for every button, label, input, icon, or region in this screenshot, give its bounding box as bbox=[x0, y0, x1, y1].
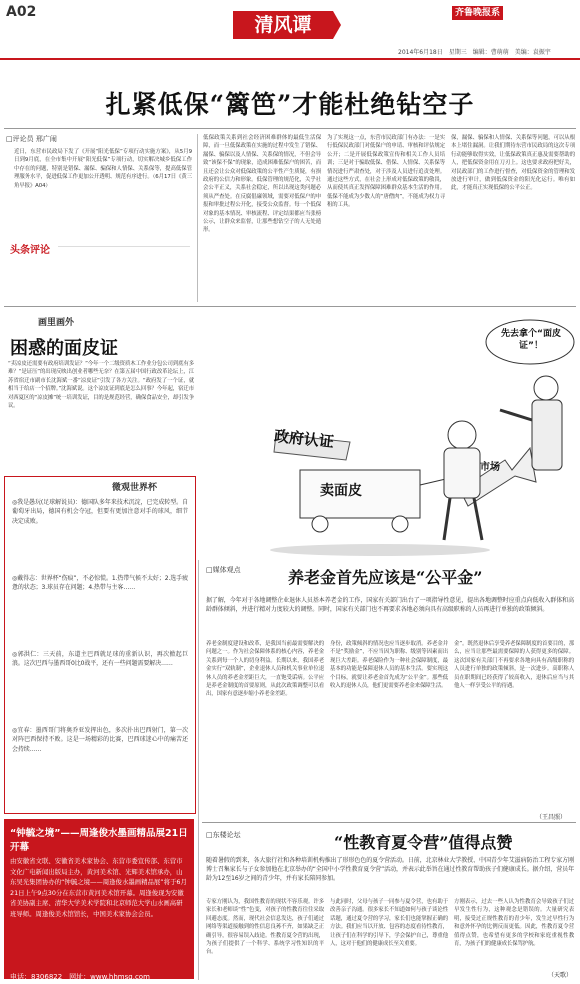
forum-byline: □东楼论坛 bbox=[206, 831, 241, 839]
forum-col3: 方刚表示，过去一些人认为性教育会导致孩子们过早发生性行为，这种观念是错误的。大量研究表明，接受过正规性教育的青少年，发生过早性行为和意外怀孕的比例反而更低。因此，性教育夏令营值得点赞，也希望有更多的学校和家庭重视性教育，为孩子们的健康成长保驾护航。 bbox=[454, 899, 574, 948]
header-rule bbox=[0, 58, 580, 60]
sidebar-title: 微观世界杯 bbox=[112, 483, 158, 493]
op-ed-byline: □媒体观点 bbox=[206, 566, 241, 574]
op-ed-lead: 据了解，今年对于各地调整企业退休人员基本养老金的工作，国家有关部门出台了一项指导性意见，提出各地调整时应重点向低收入群体和高龄群体倾斜，并进行精对力度较大的调整。同时，国家有关部门也不再要求各地必须向具有高级职称的人员再进行单独的政策倾斜。 bbox=[206, 597, 574, 613]
headline-comment-label-wrap bbox=[10, 238, 190, 254]
ad-footer: 电话：8306822 网址：www.hhmsg.com bbox=[10, 973, 150, 981]
divider bbox=[202, 822, 576, 823]
cartoon-title: 困惑的面皮证 bbox=[10, 338, 118, 359]
exhibition-ad bbox=[4, 819, 194, 979]
sidebar-item: ◎戴得志：世界杯“伤痕”，不必惊慌。1.热带气候不太好；2.选手疲惫的状态；3.球员存在问题；4.热带与主客…… bbox=[12, 575, 188, 592]
cartoon-speech: 先去拿个“面皮证”！ bbox=[501, 329, 561, 351]
divider bbox=[4, 128, 576, 129]
column-rule bbox=[197, 134, 198, 302]
lead-headline: 扎紧低保“篱笆”才能杜绝钻空子 bbox=[105, 90, 475, 119]
forum-title: “性教育夏令营”值得点赞 bbox=[334, 833, 513, 852]
forum-col1: 专家方刚认为，我国性教育的现状不容乐观。许多家长和老师谈“性”色变，对孩子的性教育往往采取回避态度。然而，现代社会信息发达，孩子们通过网络等渠道接触到的性信息良莠不齐，如果缺乏正确引导，很容易误入歧途。性教育夏令营的出现，为孩子们提供了一个科学、系统学习性知识的平台。 bbox=[206, 899, 324, 956]
op-ed-col1: 养老金制度建设和改革，是我国当前最需要解决的问题之一。作为社会保障体系的核心内容，养老金关系到每一个人的切身利益。长期以来，我国养老金实行“双轨制”，企业退休人员和机关事业单位退休人员的养老金差距巨大，一直饱受诟病。公平应是养老金制度的首要原则，从此次政策调整可以看出，国家有意逐步缩小养老金差距。 bbox=[206, 641, 324, 698]
lead-body-col4: 保，漏保、骗保和人情保、关系保等问题，可以从根本上堵住漏洞。让我们期待东营市民政局的这次专项行动能够取得实效，让低保政策真正惠及需要帮助的人，把低保资金用在刀刃上。这也要求政府把好关，对民政部门的工作进行督查，对低保资金的管理和发放进行审计，做到低保资金的阳光化运行。唯有如此，才能真正实现低保的公平公正。 bbox=[451, 135, 575, 192]
ad-body: 由安徽省文联、安徽省美术家协会、东营市委宣传部、东营市文化广电新闻出版局主办，黄河美术馆、光辉美术馆承办，山东吴光集团协办的“钟毓之境——周逢俊水墨画精品展”将于6月21日上午9点30分在东营市黄河美术馆开幕。周逢俊现为安徽省美协副主席、清华大学美术学院和北京师范大学山水画高研班导师。周逢俊美术馆馆长，中国美术家协会会员。 bbox=[10, 857, 187, 918]
column-rule bbox=[198, 560, 199, 980]
lead-body-col2: 低保政策关系到社会经济困难群体的最低生活保障，而一旦低保政策在实施的过程中发生了错保、漏保、骗保以及人情保、关系保的情况，不但会导致“该保不保”的现象，造成困难低保户的困苦，而且还会让公众对低保政策的公平性产生质疑，有损政府的公信力和形象。低保管理的规范化，关乎社会公平正义，关系社会稳定，所以出现这类问题必须从严查处。在反腐倡廉领域，需要对低保户的申报和审批过程公开化，接受公众监督。每一个低保对象的基本情况、审核流程、评定结果都应当张榜公示，让群众来监督，让那些想钻空子的人无处遁形。 bbox=[203, 135, 321, 234]
sidebar-item: ◎郭洪仁：三天前，东道主巴西就足球的重新认识，再次掀起巨浪。这次巴西与墨西哥0比0战平，还有一些问题需要解决…… bbox=[12, 651, 188, 668]
op-ed-col3: 金”。既然退休后享受养老保障制度的首要目的，那么，应当让那些最需要保障的人获得更多的保障。这次国家有关部门不再要求各地向具有高级职称的人员进行单独的政策倾斜，是一次进步。高职称人员在职期间已经获得了较高收入，退休后应当与其他人一样享受公平的待遇。 bbox=[454, 641, 574, 690]
sidebar-item: ◎我是愚玩(足球解说员)：德国队多年来技术沉淀，已完成转型。自葡萄牙出局，德国有机会夺冠，但要有更加注意对手的球风，细节决定成败。 bbox=[12, 499, 188, 525]
section-tag: 清风谭 bbox=[233, 11, 333, 39]
cartoon-section-label: 画里画外 bbox=[38, 318, 75, 328]
op-ed-col2: 身份，政策倾斜的情况也应当逐步取消。养老金并不是“奖励金”，不应当因为职称、级别等因素而出现巨大差距。养老保险作为一种社会保障制度，最基本的功能是保障退休人员的基本生活。要实现这个目标，就要让养老金首先成为“公平金”。那些低收入的退休人员，他们更需要养老金来保障生活。 bbox=[330, 641, 448, 690]
sidebar-item: ◎宜春：墨西哥门将奥乔亚发挥出色，多次扑出巴西射门，第一次对阵巴西保持不败。这是一场精彩的比赛，巴西球迷心中的痛苦还会持续…… bbox=[12, 727, 188, 753]
lead-body-col3: 为了实现这一点，东营市民政部门有办法：一是实行低保民政部门对低保户的申请、审核和评估规定公开；二是开展低保政策宣传和相关工作人员培训；三是对于骗取低保、借保、人情保、关系保等情况进行严肃查处，对于涉及人员进行追责处理。通过这些方式，在社会上形成对低保政策的敬畏，从而使其真正发挥保障困难群众基本生活的作用。低保不能成为少数人的“唐僧肉”，不能成为权力寻租的工具。 bbox=[327, 135, 445, 209]
lead-summary: 近日，东营市民政局下发了《开展“阳光低保”专项行动实施方案》，从5月9日到9月底，在全市集中开展“阳光低保”专项行动，切实解决城乡低保工作中存在的问题，特别是错保、漏保、骗保和人情保、关系保等，提高低保管理服务水平，促进低保工作更加公开透明、规范有序进行。（6月17日《黄三角早报》A04） bbox=[14, 149, 192, 189]
forum-lead: 随着暑假的到来，各大旅行社和各种培训机构推出了形形色色的夏令营活动。日前，北京林业大学教授、中国青少年艾滋病防治工程专家方刚博士召集家长与子女参加他在北京举办的“全国中小学性教育夏令营”活动，并表示此举旨在通过性教育帮助孩子们健康成长。据介绍，营员年龄为12至16岁之间的青少年，并有家长陪同参加。 bbox=[206, 857, 574, 882]
cartoon-caption-market: 市场 bbox=[480, 462, 500, 473]
op-ed-signature: （王昌照） bbox=[536, 814, 567, 821]
forum-col2: 与此同时，父母与孩子一同参与夏令营，也有助于改善亲子沟通。很多家长不知道如何与孩子谈论性话题，通过夏令营的学习，家长们也能掌握正确的方法。我们应当以开放、包容的态度看待性教育，让孩子们在科学的引导下，学会保护自己，尊重他人，这对于他们的健康成长至关重要。 bbox=[330, 899, 448, 948]
ad-title: “钟毓之境”——周逢俊水墨画精品展21日开幕 bbox=[10, 828, 188, 853]
divider bbox=[4, 306, 576, 307]
cartoon-caption-cart: 卖面皮 bbox=[320, 483, 362, 499]
newspaper-logo: 齐鲁晚报系 bbox=[452, 6, 503, 20]
page-number: A02 bbox=[6, 4, 37, 20]
forum-signature: （天歌） bbox=[548, 972, 573, 979]
cartoon-caption-gov: 政府认证 bbox=[273, 426, 335, 452]
date-line: 2014年6月18日 星期三 编辑：曹萌萌 美编：袁振宇 bbox=[398, 49, 551, 56]
cartoon-body: “卖凉皮还需要有政府培训发证？”今年一个二级资质木工作业分包公司到底有多难？“是证压”的出现反映出创业者哪些无奈？在第五届中国行政改革论坛上，江苏省宿迁市副市长沈海斌一番“凉皮证”引发了各方关注。“政府发了一个证，就相当于给店一个招牌。”沈海斌说。这个凉皮证到底是怎么回事？今年起，宿迁市对西夏区的“凉皮摊”统一培训发证，目的是规范经营，确保食品安全，却引发争议。 bbox=[8, 361, 194, 410]
lead-byline: □评论员 邢广闹 bbox=[6, 135, 57, 143]
op-ed-title: 养老金首先应该是“公平金” bbox=[288, 568, 483, 587]
headline-comment-label: 头条评论 bbox=[10, 245, 50, 256]
cartoon-illustration bbox=[230, 310, 576, 560]
